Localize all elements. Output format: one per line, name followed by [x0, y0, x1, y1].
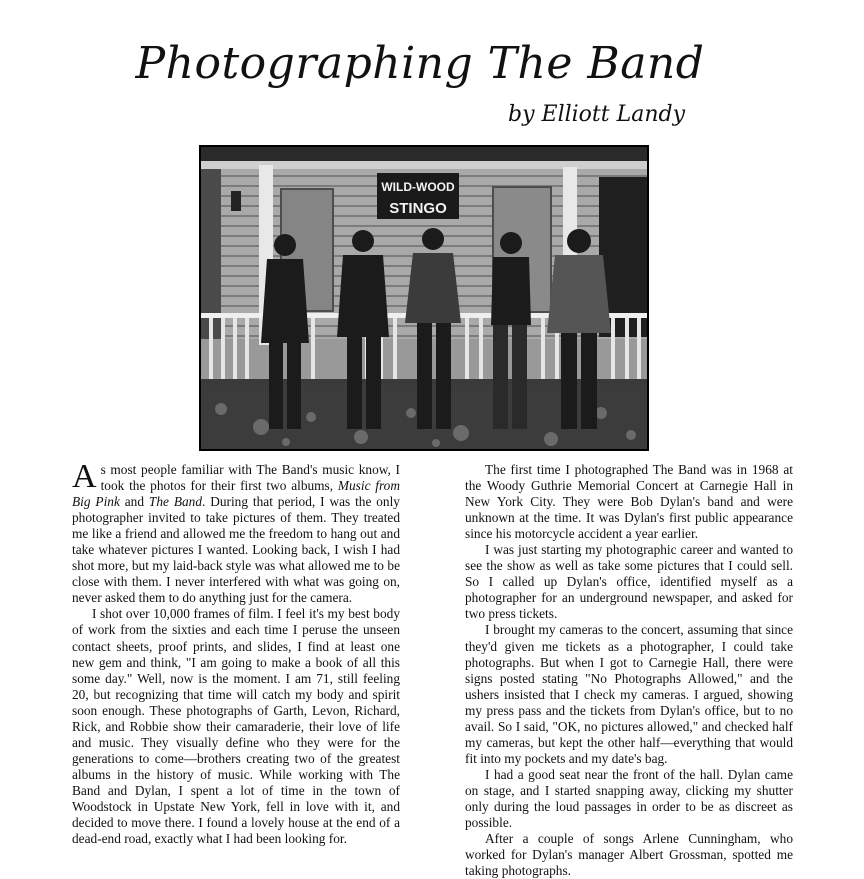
drop-cap: A [72, 458, 97, 495]
right-paragraph-5: After a couple of songs Arlene Cunningham, who worked for Dylan's manager Albert Grossman, spotted me taking photographs. [465, 831, 793, 879]
album-title-1: Music from Big Pink [72, 478, 400, 510]
band-photo-illustration [201, 147, 647, 449]
page-title: Photographing The Band [135, 38, 705, 89]
byline: by Elliott Landy [508, 102, 685, 127]
sign-text-1: WILD-WOOD [381, 180, 455, 194]
right-paragraph-3: I brought my cameras to the concert, assuming that since they'd given me tickets as a photographer, I could take photographs. But when I got to Carnegie Hall, there were signs posted stating "No Photographs Allowed," and the ushers insisted that I check my cameras. I argued, showing my press pass and the tickets from Dylan's office, but to no avail. So I said, "OK, no pictures allowed," and checked half my cameras, but kept the other half—everything that would fit into my pockets and my date's bag. [465, 622, 793, 766]
left-paragraph-2: I shot over 10,000 frames of film. I feel it's my best body of work from the sixties and each time I peruse the unseen contact sheets, proof prints, and slides, I find at least one new gem and think, "I am going to make a book of all this some day." Well, now is the moment. I am 71, still feeling 20, but recognizing that time will catch my body and spirit soon enough. These photographs of Garth, Levon, Richard, Rick, and Robbie show their camaraderie, their love of life and music. They visually define who they were for the generations to come—brothers creating two of the greatest albums in the history of music. While working with The Band and Dylan, I spent a lot of time in the town of Woodstock in Upstate New York, fell in love with it, and decided to move there. I found a lovely house at the end of a dead-end road, exactly what I had been looking for. [72, 606, 400, 847]
sign-text-2: STINGO [389, 200, 447, 217]
album-title-2: The Band [148, 494, 202, 510]
right-column [465, 462, 793, 879]
left-paragraph-1: As most people familiar with The Band's music know, I took the photos for their first two albums, Music from Big Pink and The Band. During that period, I was the only photographer invited to take pictures of them. They treated me like a friend and allowed me the freedom to hang out and take whatever pictures I wanted. Looking back, I wish I had shot more, but my laid-back style was what allowed me to be close with them. I never interfered with what was going on, never asked them to do anything just for the camera. [72, 458, 400, 606]
right-paragraph-1: The first time I photographed The Band was in 1968 at the Woody Guthrie Memorial Concert at Carnegie Hall in New York City. They were Bob Dylan's band and were unknown at the time. It was Dylan's first public appearance since his motorcycle accident a year earlier. [465, 462, 793, 542]
right-paragraph-4: I had a good seat near the front of the hall. Dylan came on stage, and I started snapping away, clicking my shutter only during the loud passages in order to be as discreet as possible. [465, 766, 793, 831]
left-column [72, 458, 400, 847]
band-photo [199, 145, 649, 451]
right-paragraph-2: I was just starting my photographic career and wanted to see the show as well as take some pictures that I could sell. So I called up Dylan's office, identified myself as a photographer for an underground newspaper, and asked for two press tickets. [465, 542, 793, 622]
